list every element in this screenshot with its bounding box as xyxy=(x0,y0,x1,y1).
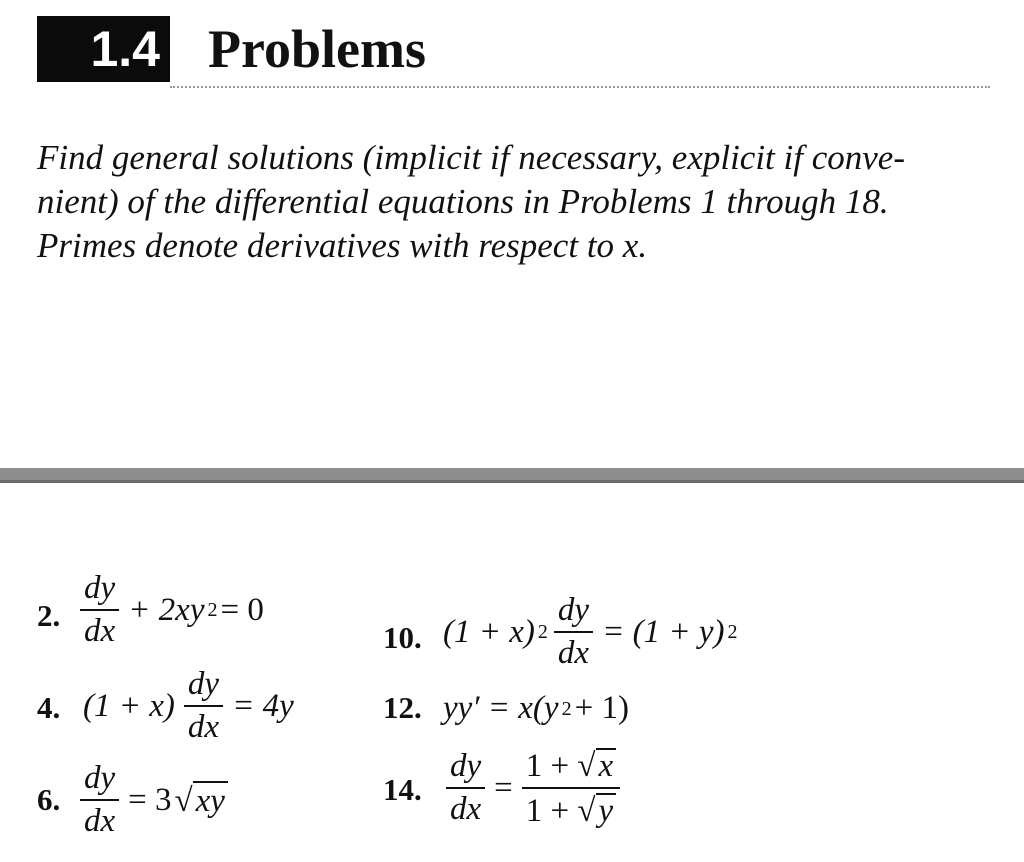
header-dotted-rule xyxy=(170,86,990,88)
derivative-fraction xyxy=(554,594,593,670)
derivative-fraction xyxy=(184,668,223,744)
problem-number-4: 4. xyxy=(37,690,61,725)
problem-6-equation xyxy=(74,762,228,838)
numerator-prefix: 1 + xyxy=(525,748,570,784)
problem-number-14: 14. xyxy=(383,772,422,807)
page-divider xyxy=(0,468,1024,483)
problem-2-equation: $\frac{dy}{dx}$ + 2xy 2 = 0 xyxy=(74,572,267,648)
radical-fraction xyxy=(522,748,620,828)
problem-number-10: 10. xyxy=(383,620,422,655)
equation-term: yy′ = x(y xyxy=(443,690,559,726)
radical-sign-icon: √ xyxy=(577,748,596,784)
fraction-denominator xyxy=(522,787,620,828)
fraction-denominator: dx xyxy=(80,799,119,838)
problem-number-2: 2. xyxy=(37,598,61,633)
square-root xyxy=(175,781,228,820)
instructions-paragraph xyxy=(37,136,997,268)
equation-term: (1 + x) xyxy=(83,687,175,724)
equation-term: = (1 + y) xyxy=(602,613,725,650)
problem-12-equation: yy′ = x(y 2 + 1) xyxy=(440,690,632,727)
equation-term: = 3 xyxy=(128,781,172,818)
fraction-numerator: dy xyxy=(84,570,116,606)
equation-term: + 1) xyxy=(574,690,629,726)
square-root xyxy=(577,748,616,783)
section-number-badge: 1.4 xyxy=(37,16,170,82)
radicand: xy xyxy=(193,781,228,820)
derivative-fraction xyxy=(80,762,119,838)
radicand: x xyxy=(596,748,617,783)
section-title: Problems xyxy=(208,19,426,79)
square-root xyxy=(577,793,616,828)
fraction-denominator: dx xyxy=(554,631,593,670)
fraction-numerator xyxy=(522,748,620,787)
fraction-numerator: dy xyxy=(557,592,590,628)
fraction-denominator: dx xyxy=(446,787,485,826)
equation-term: (1 + x) xyxy=(443,613,535,650)
equation-term: = 4y xyxy=(232,687,294,724)
problem-14-equation xyxy=(440,748,626,828)
problem-10-equation: (1 + x) 2 $\frac{dy}{dx}$ = (1 + y) 2 xyxy=(440,594,737,670)
fraction-denominator: dx xyxy=(80,609,119,648)
equation-term: = 0 xyxy=(220,591,264,628)
instructions-line-2: nient) of the differential equations in Problems 1 through 18. xyxy=(37,182,889,221)
fraction-numerator: dy xyxy=(450,748,482,784)
radical-sign-icon: √ xyxy=(577,793,596,829)
denominator-prefix: 1 + xyxy=(525,793,570,829)
fraction-denominator: dx xyxy=(184,705,223,744)
derivative-fraction xyxy=(80,572,119,648)
instructions-line-1: Find general solutions (implicit if necessary, explicit if conve- xyxy=(37,138,905,177)
problem-4-equation xyxy=(80,668,297,744)
derivative-fraction xyxy=(446,750,485,826)
problem-number-12: 12. xyxy=(383,690,422,725)
radical-sign-icon: √ xyxy=(174,782,193,819)
instructions-line-3: Primes denote derivatives with respect to x. xyxy=(37,226,648,265)
problem-number-6: 6. xyxy=(37,782,61,817)
fraction-numerator: dy xyxy=(187,666,220,702)
equals-sign: = xyxy=(494,769,513,806)
equation-term: + 2xy xyxy=(128,591,205,628)
radicand: y xyxy=(596,793,617,828)
fraction-numerator: dy xyxy=(84,760,116,796)
